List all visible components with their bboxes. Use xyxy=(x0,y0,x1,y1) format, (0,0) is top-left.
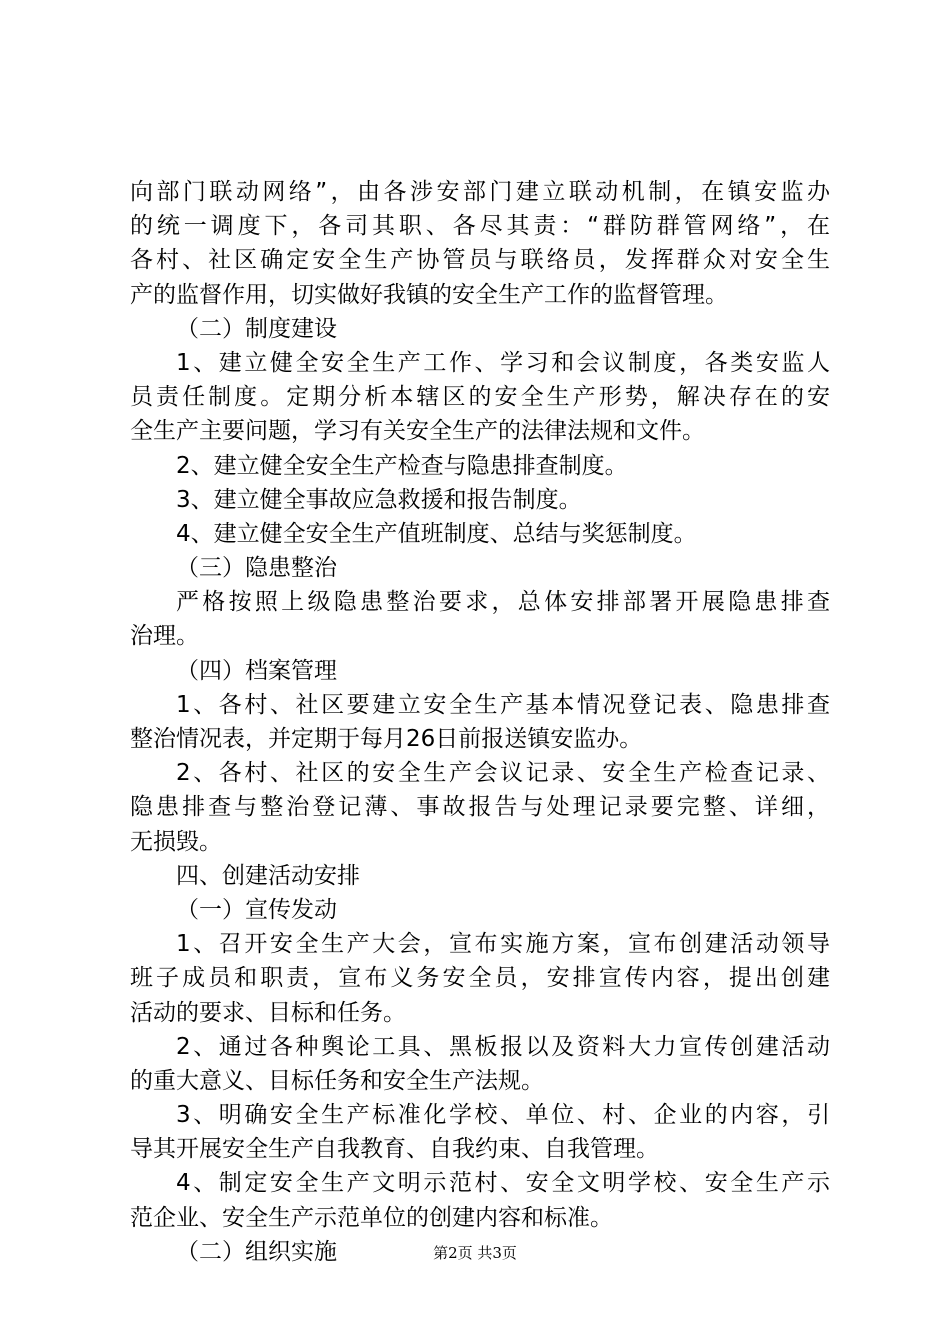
body-line: 2、建立健全安全生产检查与隐患排查制度。 xyxy=(176,452,628,479)
body-line: 活动的要求、目标和任务。 xyxy=(130,999,406,1026)
body-line: 各村、社区确定安全生产协管员与联络员，发挥群众对安全生 xyxy=(130,247,830,274)
body-line: 产的监督作用，切实做好我镇的安全生产工作的监督管理。 xyxy=(130,281,728,308)
body-line: 3、建立健全事故应急救援和报告制度。 xyxy=(176,486,582,513)
body-line: 1、各村、社区要建立安全生产基本情况登记表、隐患排查 xyxy=(176,691,830,718)
page-number-footer: 第2页 共3页 xyxy=(433,1244,517,1262)
body-line: 4、制定安全生产文明示范村、安全文明学校、安全生产示 xyxy=(176,1170,830,1197)
section-heading: （四）档案管理 xyxy=(176,657,337,684)
body-line: 整治情况表，并定期于每月26日前报送镇安监办。 xyxy=(130,726,643,752)
body-line: 2、各村、社区的安全生产会议记录、安全生产检查记录、 xyxy=(176,760,830,787)
section-heading: 四、创建活动安排 xyxy=(176,862,360,889)
body-line: 导其开展安全生产自我教育、自我约束、自我管理。 xyxy=(130,1136,659,1163)
body-line: 班子成员和职责，宣布义务安全员，安排宣传内容，提出创建 xyxy=(130,965,830,992)
document-body xyxy=(130,175,830,1269)
section-heading: （二）制度建设 xyxy=(176,315,337,342)
body-line: 范企业、安全生产示范单位的创建内容和标准。 xyxy=(130,1204,613,1231)
body-line: 治理。 xyxy=(130,623,199,650)
body-line: 1、建立健全安全生产工作、学习和会议制度，各类安监人 xyxy=(176,349,830,376)
body-line: 2、通过各种舆论工具、黑板报以及资料大力宣传创建活动 xyxy=(176,1033,830,1060)
section-heading: （三）隐患整治 xyxy=(176,555,337,582)
body-line: 向部门联动网络”，由各涉安部门建立联动机制，在镇安监办 xyxy=(130,179,830,205)
body-line: 的统一调度下，各司其职、各尽其责：“群防群管网络”，在 xyxy=(130,213,830,240)
body-line: 员责任制度。定期分析本辖区的安全生产形势，解决存在的安 xyxy=(130,384,830,411)
body-line: 的重大意义、目标任务和安全生产法规。 xyxy=(130,1067,544,1094)
body-line: 严格按照上级隐患整治要求，总体安排部署开展隐患排查 xyxy=(176,589,830,616)
body-line: 无损毁。 xyxy=(130,828,222,855)
section-heading: （二）组织实施 xyxy=(176,1238,337,1265)
body-line: 3、明确安全生产标准化学校、单位、村、企业的内容，引 xyxy=(176,1102,830,1129)
body-line: 4、建立健全安全生产值班制度、总结与奖惩制度。 xyxy=(176,520,697,547)
body-line: 全生产主要问题，学习有关安全生产的法律法规和文件。 xyxy=(130,418,705,445)
section-heading: （一）宣传发动 xyxy=(176,896,337,923)
body-line: 1、召开安全生产大会，宣布实施方案，宣布创建活动领导 xyxy=(176,931,830,958)
body-line: 隐患排查与整治登记薄、事故报告与处理记录要完整、详细， xyxy=(130,794,830,821)
